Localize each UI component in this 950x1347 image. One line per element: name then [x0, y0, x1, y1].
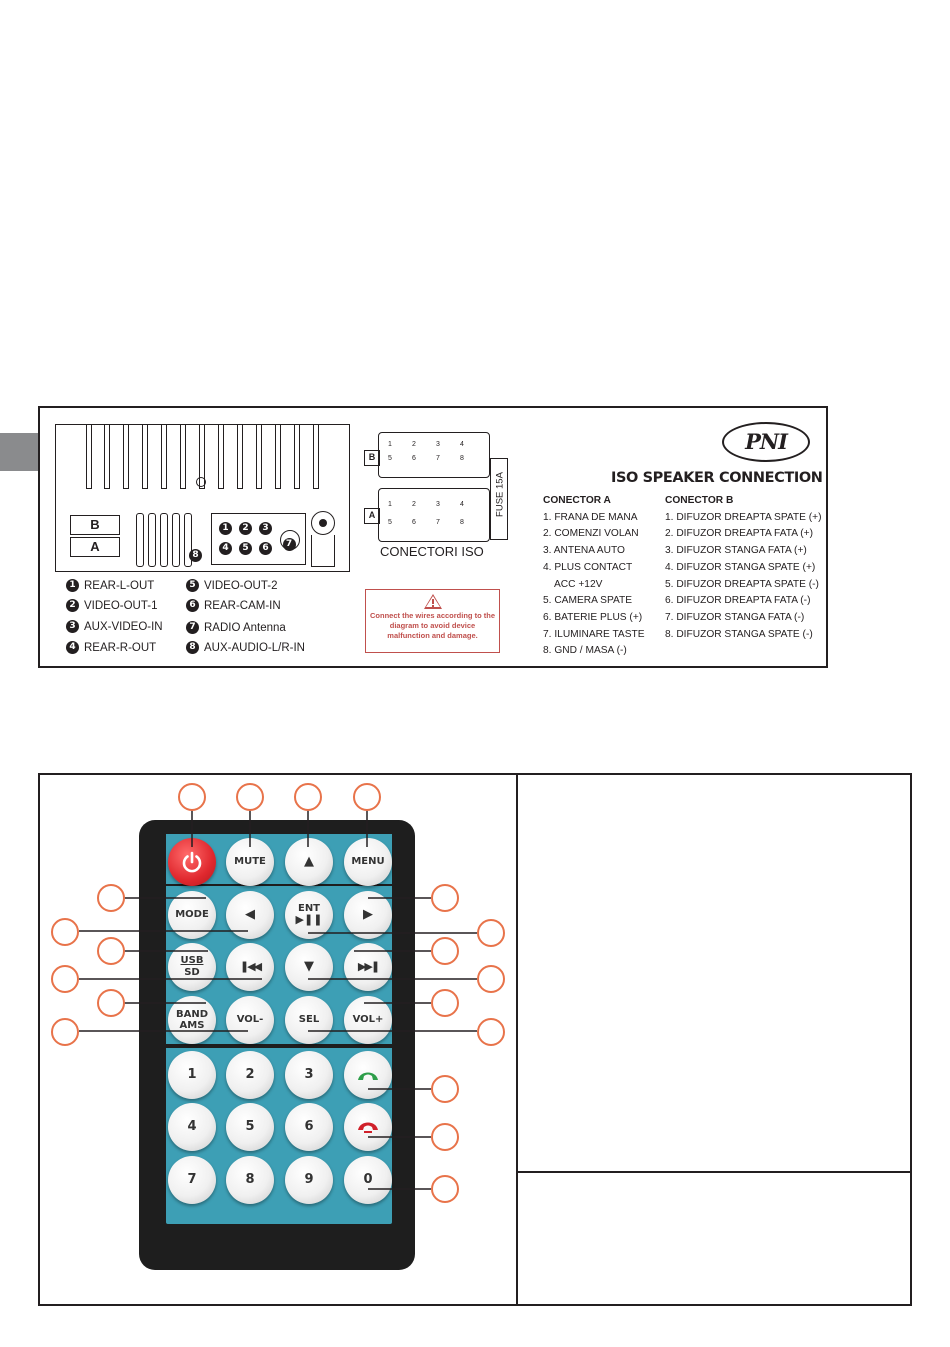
callout-circle [236, 783, 264, 811]
left-arrow-icon: ◀ [245, 907, 255, 922]
callout-circle [431, 989, 459, 1017]
callout-circle [353, 783, 381, 811]
callout-circle [51, 918, 79, 946]
callout-circle [431, 1123, 459, 1151]
digit-8-button[interactable]: 8 [226, 1156, 274, 1204]
digit-7-button[interactable]: 7 [168, 1156, 216, 1204]
callout-circle [97, 884, 125, 912]
legend-item: 6 REAR-CAM-IN [186, 599, 281, 612]
ent-label: ENT [297, 903, 321, 914]
legend-item: 1 REAR-L-OUT [66, 579, 154, 592]
callout-circle [51, 965, 79, 993]
warning-text: Connect the wires according to the diagram to avoid device malfunction and damage. [369, 611, 496, 640]
mode-button[interactable]: MODE [168, 891, 216, 939]
sd-label: SD [184, 967, 200, 978]
digit-3-button[interactable]: 3 [285, 1051, 333, 1099]
usb-label: USB [180, 955, 204, 966]
vol-plus-button[interactable]: VOL+ [344, 996, 392, 1044]
menu-button[interactable]: MENU [344, 838, 392, 886]
callout-circle [477, 919, 505, 947]
callout-circle [178, 783, 206, 811]
next-track-icon: ▶▶❚ [357, 960, 379, 973]
connector-b-list: CONECTOR B 1. DIFUZOR DREAPTA SPATE (+) 2. DIFUZOR DREAPTA FATA (+) 3. DIFUZOR STANGA FATA (+) 4. DIFUZOR STANGA SPATE (+) 5. DIFUZOR DREAPTA SPATE (-) 6. DIFUZOR DREAPTA FATA (-) 7. DIFUZOR STANGA FATA (-) 8. DIFUZOR STANGA SPATE (-) [665, 495, 822, 640]
band-label: BAND [175, 1008, 209, 1020]
iso-title: ISO SPEAKER CONNECTION [611, 470, 823, 486]
callout-circle [431, 884, 459, 912]
digit-0-button[interactable]: 0 [344, 1156, 392, 1204]
callout-circle [477, 965, 505, 993]
legend-item: 8 AUX-AUDIO-L/R-IN [186, 641, 305, 654]
callout-circle [97, 937, 125, 965]
callout-circle [431, 937, 459, 965]
callout-circle [431, 1075, 459, 1103]
up-arrow-icon: ▲ [304, 854, 314, 869]
down-arrow-icon: ▼ [304, 959, 314, 974]
connector-a-list: CONECTOR A 1. FRANA DE MANA 2. COMENZI VOLAN 3. ANTENA AUTO 4. PLUS CONTACT ACC +12V 5. CAMERA SPATE 6. BATERIE PLUS (+) 7. ILUMINARE TASTE 8. GND / MASA (-) [543, 495, 645, 657]
iso-connector-diagram: B A 1 2 3 4 5 6 7 8 1 2 3 4 5 6 7 8 FUSE 15A CONECTORI ISO [350, 424, 510, 574]
legend-item: 3 AUX-VIDEO-IN [66, 620, 163, 633]
callout-circle [97, 989, 125, 1017]
mute-button[interactable]: MUTE [226, 838, 274, 886]
vol-minus-button[interactable]: VOL- [226, 996, 274, 1044]
digit-9-button[interactable]: 9 [285, 1156, 333, 1204]
legend-item: 7 RADIO Antenna [186, 621, 286, 634]
digit-4-button[interactable]: 4 [168, 1103, 216, 1151]
ams-label: AMS [179, 1019, 205, 1031]
plug-b: B [70, 515, 120, 535]
right-arrow-icon: ▶ [363, 907, 373, 922]
av-port-box: 1 2 3 4 5 6 7 [211, 513, 306, 565]
legend-item: 4 REAR-R-OUT [66, 641, 156, 654]
fuse-label: FUSE 15A [490, 458, 508, 540]
play-pause-icon: ▶❚❚ [295, 913, 323, 926]
digit-6-button[interactable]: 6 [285, 1103, 333, 1151]
digit-5-button[interactable]: 5 [226, 1103, 274, 1151]
digit-1-button[interactable]: 1 [168, 1051, 216, 1099]
previous-track-icon: ❚◀◀ [239, 960, 261, 973]
callout-circle [51, 1018, 79, 1046]
legend-item: 2 VIDEO-OUT-1 [66, 599, 157, 612]
port-8-dot: 8 [189, 549, 202, 562]
plug-a: A [70, 537, 120, 557]
iso-caption: CONECTORI ISO [380, 544, 484, 559]
callout-circle [431, 1175, 459, 1203]
pni-logo: PNI [722, 422, 810, 462]
sel-button[interactable]: SEL [285, 996, 333, 1044]
callout-circle [477, 1018, 505, 1046]
legend-item: 5 VIDEO-OUT-2 [186, 579, 277, 592]
callout-circle [294, 783, 322, 811]
digit-2-button[interactable]: 2 [226, 1051, 274, 1099]
